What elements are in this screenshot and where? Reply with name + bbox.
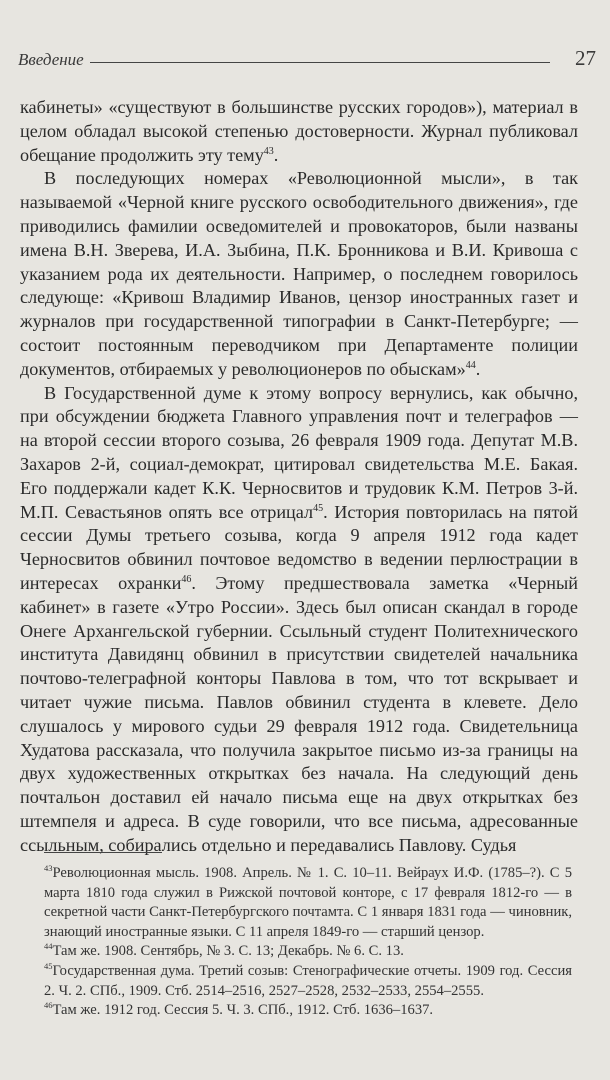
running-header: [18, 44, 596, 74]
paragraph-2-end: .: [475, 358, 481, 379]
footnote-text: Там же. 1908. Сентябрь, № 3. С. 13; Декабрь. № 6. С. 13.: [52, 943, 404, 960]
paragraph-1: [20, 96, 578, 167]
footnote-ref-45[interactable]: 45: [313, 502, 324, 514]
paragraph-1-text: кабинеты» «существуют в большинстве русских городов»), материал в целом обладал высокой степенью достоверности. Журнал публиковал обещание продолжить эту тему: [20, 97, 578, 165]
paragraph-3-text-c: . Этому предшествовала заметка «Черный кабинет» в газете «Утро России». Здесь был описан скандал в городе Онеге Архангельской губернии. Ссыльный студент Политехнического института Давидянц обвинил в присутствии свидетелей начальника почтово-телеграфной конторы Павлова в том, что тот вскрывает и читает чужие письма. Павлов обвинил студента в клевете. Дело слушалось у мирового судьи 29 февраля 1912 года. Свидетельница Худатова рассказала, что получила закрытое письмо из-за границы на двух художественных открытках без начала. На следующий день почтальон доставил ей начало письма еще на двух открытках без штемпеля и адреса. В суде говорили, что все письма, адресованные ссыльным, собирались отдельно и передавались Павлову. Судья: [20, 572, 578, 855]
footnote-number: 44: [44, 941, 53, 952]
paragraph-3-text-a: В Государственной думе к этому вопросу вернулись, как обычно, при обсуждении бюджета Главного управления почт и телеграфов — на второй сессии второго созыва, 26 февраля 1909 года. Депутат М.В. Захаров 2-й, социал-демократ, цитировал свидетельства М.Е. Бакая. Его поддержали кадет К.К. Черносвитов и трудовик К.М. Петров 3-й. М.П. Севастьянов опять все отрицал: [20, 382, 578, 522]
paragraph-2-text: В последующих номерах «Революционной мысли», в так называемой «Черной книге русского освободительного движения», где приводились фамилии осведомителей и провокаторов, были названы имена В.Н. Зверева, И.А. Зыбина, П.К. Бронникова и В.И. Кривоша с указанием рода их деятельности. Например, о последнем говорилось следующе: «Кривош Владимир Иванов, цензор иностранных газет и журналов при государственной типографии в Санкт-Петербурге; — состоит постоянным переводчиком при Департаменте полиции документов, отбираемых у революционеров по обыскам»: [20, 168, 578, 379]
chapter-title: Введение: [18, 50, 84, 69]
footnote-number: 46: [44, 1000, 53, 1011]
footnote-44: [44, 942, 572, 962]
paragraph-3: [20, 382, 578, 858]
footnote-text: Революционная мысль. 1908. Апрель. № 1. С. 10–11. Вейраух И.Ф. (1785–?). С 5 марта 1810 года служил в Рижской почтовой конторе, с 17 февраля 1812-го — в секретной части Санкт-Петербургского почтамта. С 1 января 1831 года — чиновник, знающий иностранные языки. С 11 апреля 1849-го — старший цензор.: [44, 865, 572, 940]
paragraph-2: [20, 167, 578, 381]
paragraph-1-end: .: [273, 144, 279, 165]
footnote-43: [44, 864, 572, 942]
footnote-number: 45: [44, 961, 53, 972]
footnotes: [44, 864, 572, 1021]
paragraph-3-text-b: . История повторилась на пятой сессии Думы третьего созыва, когда 9 апреля 1912 года кадет Черносвитов обвинил почтовое ведомство в ведении перлюстрации в интересах охранки: [20, 501, 578, 593]
footnote-ref-44[interactable]: 44: [465, 359, 476, 371]
header-rule: [90, 62, 550, 63]
footnote-number: 43: [44, 863, 53, 874]
body-text: [20, 96, 578, 858]
footnote-separator: [44, 852, 162, 853]
footnote-46: [44, 1001, 572, 1021]
footnote-ref-46[interactable]: 46: [181, 573, 192, 585]
footnote-text: Там же. 1912 год. Сессия 5. Ч. 3. СПб., 1912. Стб. 1636–1637.: [52, 1002, 434, 1019]
footnote-45: [44, 962, 572, 1001]
footnote-text: Государственная дума. Третий созыв: Стенографические отчеты. 1909 год. Сессия 2. Ч. 2. СПб., 1909. Стб. 2514–2516, 2527–2528, 2532–2533, 2554–2555.: [44, 962, 572, 999]
footnote-ref-43[interactable]: 43: [263, 145, 274, 157]
page-number: 27: [575, 46, 596, 70]
